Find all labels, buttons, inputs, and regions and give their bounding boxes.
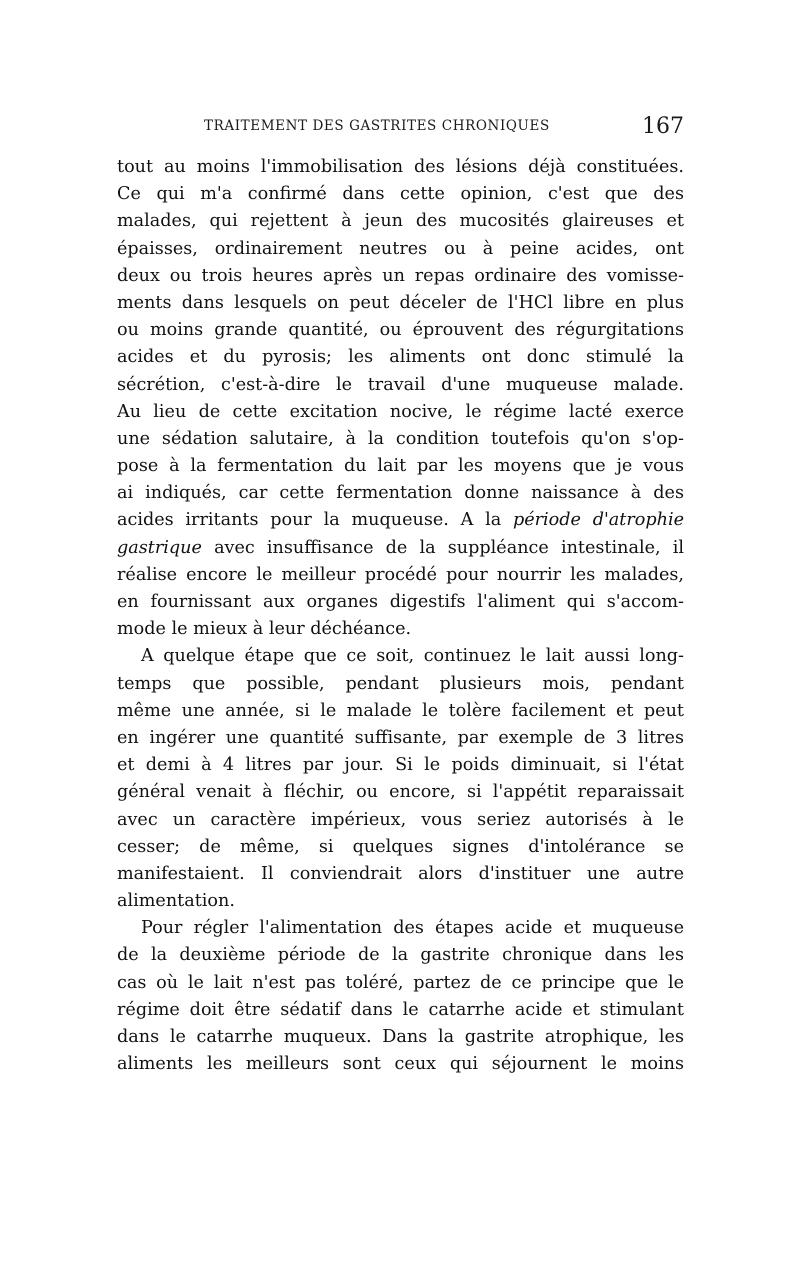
text-line: épaisses, ordinairement neutres ou à peine acides, ont <box>117 238 684 259</box>
text-line: avec un caractère impérieux, vous seriez autorisés à le <box>117 809 684 830</box>
text-line: réalise encore le meilleur procédé pour nourrir les malades, <box>117 564 684 585</box>
text-line: alimentation. <box>117 891 235 912</box>
text-line: sécrétion, c'est-à-dire le travail d'une muqueuse malade. <box>117 374 684 395</box>
text-line: régime doit être sédatif dans le catarrhe acide et stimulant <box>117 999 684 1020</box>
text-line: cas où le lait n'est pas toléré, partez de ce principe que le <box>117 972 684 993</box>
running-head <box>116 114 686 142</box>
text-line: aliments les meilleurs sont ceux qui séjournent le moins <box>117 1054 684 1075</box>
text-line: même une année, si le malade le tolère facilement et peut <box>117 700 684 721</box>
text-line: en fournissant aux organes digestifs l'aliment qui s'accom- <box>117 592 684 612</box>
text-segment: acides irritants pour la muqueuse. A la <box>117 510 513 531</box>
page-number: 167 <box>642 114 684 139</box>
text-line: cesser; de même, si quelques signes d'intolérance se <box>117 836 684 857</box>
text-line: dans le catarrhe muqueux. Dans la gastrite atrophique, les <box>117 1027 684 1047</box>
text-line: mode le mieux à leur déchéance. <box>117 619 412 640</box>
text-line: pose à la fermentation du lait par les moyens que je vous <box>117 456 684 477</box>
text-line: général venait à fléchir, ou encore, si l'appétit reparaissait <box>117 782 684 803</box>
paragraph-first-line: Pour régler l'alimentation des étapes acide et muqueuse <box>141 918 684 939</box>
text-segment: avec insuffisance de la suppléance intestinale, il <box>201 537 684 558</box>
text-line: temps que possible, pendant plusieurs mois, pendant <box>117 673 684 694</box>
text-line <box>117 507 684 534</box>
text-line: deux ou trois heures après un repas ordinaire des vomisse- <box>117 265 684 286</box>
text-line: ou moins grande quantité, ou éprouvent des régurgitations <box>117 320 684 341</box>
text-line: manifestaient. Il conviendrait alors d'instituer une autre <box>117 863 684 884</box>
text-line: Au lieu de cette excitation nocive, le régime lacté exerce <box>117 401 684 422</box>
body-text <box>117 154 684 1078</box>
italic-term: gastrique <box>117 537 202 558</box>
text-line <box>117 535 684 562</box>
text-line: ments dans lesquels on peut déceler de l'HCl libre en plus <box>117 292 684 313</box>
text-line: une sédation salutaire, à la condition toutefois qu'on s'op- <box>117 428 684 449</box>
running-title: TRAITEMENT DES GASTRITES CHRONIQUES <box>204 118 550 134</box>
text-line: acides et du pyrosis; les aliments ont donc stimulé la <box>117 347 684 368</box>
text-line: Ce qui m'a confirmé dans cette opinion, c'est que des <box>117 184 684 205</box>
text-line: et demi à 4 litres par jour. Si le poids diminuait, si l'état <box>117 755 684 776</box>
text-line: ai indiqués, car cette fermentation donne naissance à des <box>117 483 684 504</box>
text-line: malades, qui rejettent à jeun des mucosités glaireuses et <box>117 211 684 232</box>
text-line: en ingérer une quantité suffisante, par exemple de 3 litres <box>117 727 684 748</box>
paragraph-first-line: A quelque étape que ce soit, continuez le lait aussi long- <box>141 646 684 667</box>
text-line: tout au moins l'immobilisation des lésions déjà constituées. <box>117 157 684 177</box>
text-line: de la deuxième période de la gastrite chronique dans les <box>117 945 684 966</box>
italic-term: période d'atrophie <box>512 510 684 531</box>
